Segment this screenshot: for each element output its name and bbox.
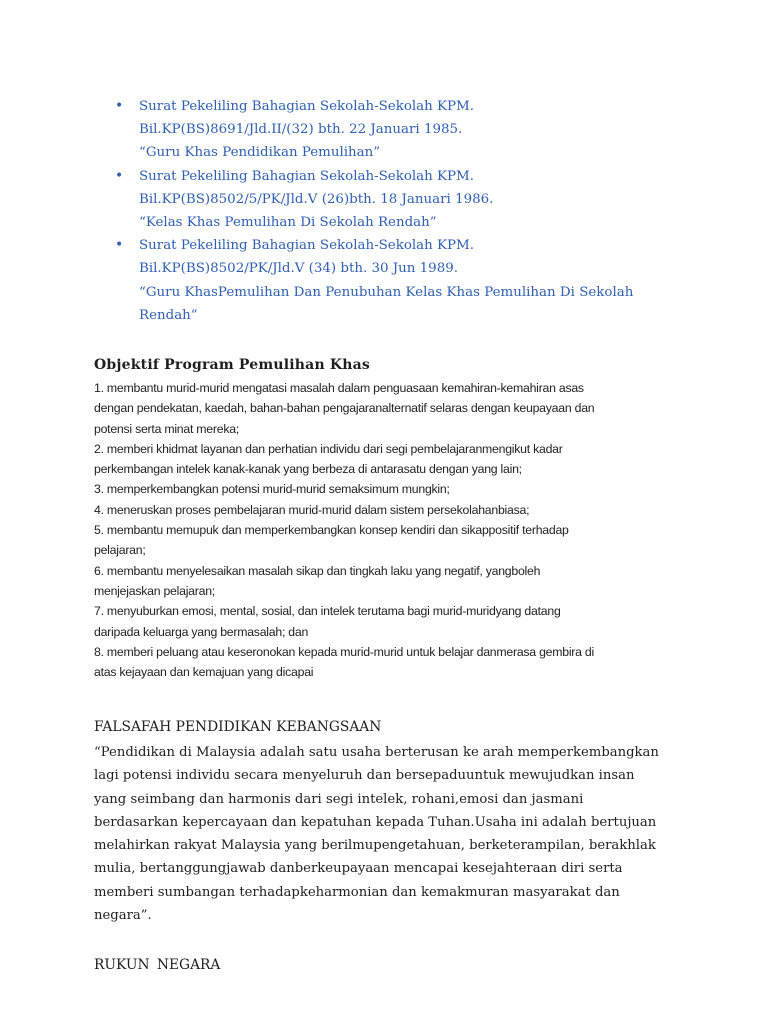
circular-reference-item xyxy=(112,165,672,235)
objektif-item-text: potensi serta minat mereka; xyxy=(94,421,239,436)
objektif-item-text: pelajaran; xyxy=(94,543,146,558)
falsafah-line: mulia, bertanggungjawab danberkeupayaan mencapai kesejahteraan diri serta xyxy=(94,861,623,877)
objektif-list xyxy=(94,378,686,682)
bullet-icon: • xyxy=(115,167,124,184)
falsafah-line: negara”. xyxy=(94,908,152,924)
objektif-item-text: 4. meneruskan proses pembelajaran murid-murid dalam sistem persekolahanbiasa; xyxy=(94,502,530,517)
falsafah-line: berdasarkan kepercayaan dan kepatuhan kepada Tuhan.Usaha ini adalah bertujuan xyxy=(94,814,657,830)
objektif-item-text: menjejaskan pelajaran; xyxy=(94,583,215,598)
objektif-item xyxy=(94,500,686,520)
circular-reference-item xyxy=(112,234,672,327)
rukun-negara-heading: RUKUN NEGARA xyxy=(94,957,221,973)
objektif-item-text: 3. memperkembangkan potensi murid-murid semaksimum mungkin; xyxy=(94,482,450,497)
circular-subject: “Kelas Khas Pemulihan Di Sekolah Rendah” xyxy=(139,215,437,231)
objektif-heading: Objektif Program Pemulihan Khas xyxy=(94,357,370,373)
objektif-item xyxy=(94,479,686,499)
objektif-item xyxy=(94,520,686,561)
objektif-item-text: atas kejayaan dan kemajuan yang dicapai xyxy=(94,665,314,680)
falsafah-line: “Pendidikan di Malaysia adalah satu usaha berterusan ke arah memperkembangkan xyxy=(94,745,659,760)
falsafah-paragraph xyxy=(94,741,694,927)
circular-title: Surat Pekeliling Bahagian Sekolah-Sekolah KPM. xyxy=(139,99,475,114)
circular-title: Surat Pekeliling Bahagian Sekolah-Sekolah KPM. xyxy=(139,238,475,254)
objektif-item-text: perkembangan intelek kanak-kanak yang berbeza di antarasatu dengan yang lain; xyxy=(94,462,522,477)
objektif-item-text: 1. membantu murid-murid mengatasi masalah dalam penguasaan kemahiran-kemahiran asas xyxy=(94,381,584,395)
falsafah-line: memberi sumbangan terhadapkeharmonian dan kemakmuran masyarakat dan xyxy=(94,884,620,900)
objektif-item-text: dengan pendekatan, kaedah, bahan-bahan pengajaranalternatif selaras dengan keupayaan dan xyxy=(94,401,595,416)
objektif-item-text: 8. memberi peluang atau keseronokan kepada murid-murid untuk belajar danmerasa gembira di xyxy=(94,644,594,659)
bullet-icon: • xyxy=(115,237,124,254)
objektif-item-text: 7. menyuburkan emosi, mental, sosial, dan intelek terutama bagi murid-muridyang datang xyxy=(94,604,561,619)
falsafah-line: yang seimbang dan harmonis dari segi intelek, rohani,emosi dan jasmani xyxy=(94,791,584,807)
objektif-item xyxy=(94,601,686,642)
circular-reference-list xyxy=(112,95,672,327)
circular-subject: “Guru KhasPemulihan Dan Penubuhan Kelas Khas Pemulihan Di Sekolah xyxy=(139,284,634,300)
falsafah-line: melahirkan rakyat Malaysia yang berilmupengetahuan, berketerampilan, berakhlak xyxy=(94,838,656,854)
circular-reference-number: Bil.KP(BS)8502/5/PK/Jld.V (26)bth. 18 Januari 1986. xyxy=(139,191,494,207)
objektif-item-text: 5. membantu memupuk dan memperkembangkan konsep kendiri dan sikappositif terhadap xyxy=(94,523,569,538)
circular-reference-item xyxy=(112,95,672,165)
objektif-item xyxy=(94,561,686,602)
objektif-item-text: 6. membantu menyelesaikan masalah sikap dan tingkah laku yang negatif, yangboleh xyxy=(94,563,541,578)
circular-title: Surat Pekeliling Bahagian Sekolah-Sekolah KPM. xyxy=(139,168,475,184)
objektif-item-text: daripada keluarga yang bermasalah; dan xyxy=(94,624,309,639)
objektif-item xyxy=(94,378,686,439)
bullet-icon: • xyxy=(115,98,124,114)
objektif-item-text: 2. memberi khidmat layanan dan perhatian individu dari segi pembelajaranmengikut kadar xyxy=(94,441,563,456)
circular-reference-number: Bil.KP(BS)8691/Jld.II/(32) bth. 22 Januari 1985. xyxy=(139,122,463,138)
falsafah-heading: FALSAFAH PENDIDIKAN KEBANGSAAN xyxy=(94,719,382,735)
objektif-item xyxy=(94,439,686,480)
objektif-item xyxy=(94,642,686,683)
circular-subject: “Guru Khas Pendidikan Pemulihan” xyxy=(139,145,381,161)
falsafah-line: lagi potensi individu secara menyeluruh dan bersepaduuntuk mewujudkan insan xyxy=(94,768,635,784)
circular-subject-continued: Rendah” xyxy=(139,307,198,323)
circular-reference-number: Bil.KP(BS)8502/PK/Jld.V (34) bth. 30 Jun 1989. xyxy=(139,261,458,277)
